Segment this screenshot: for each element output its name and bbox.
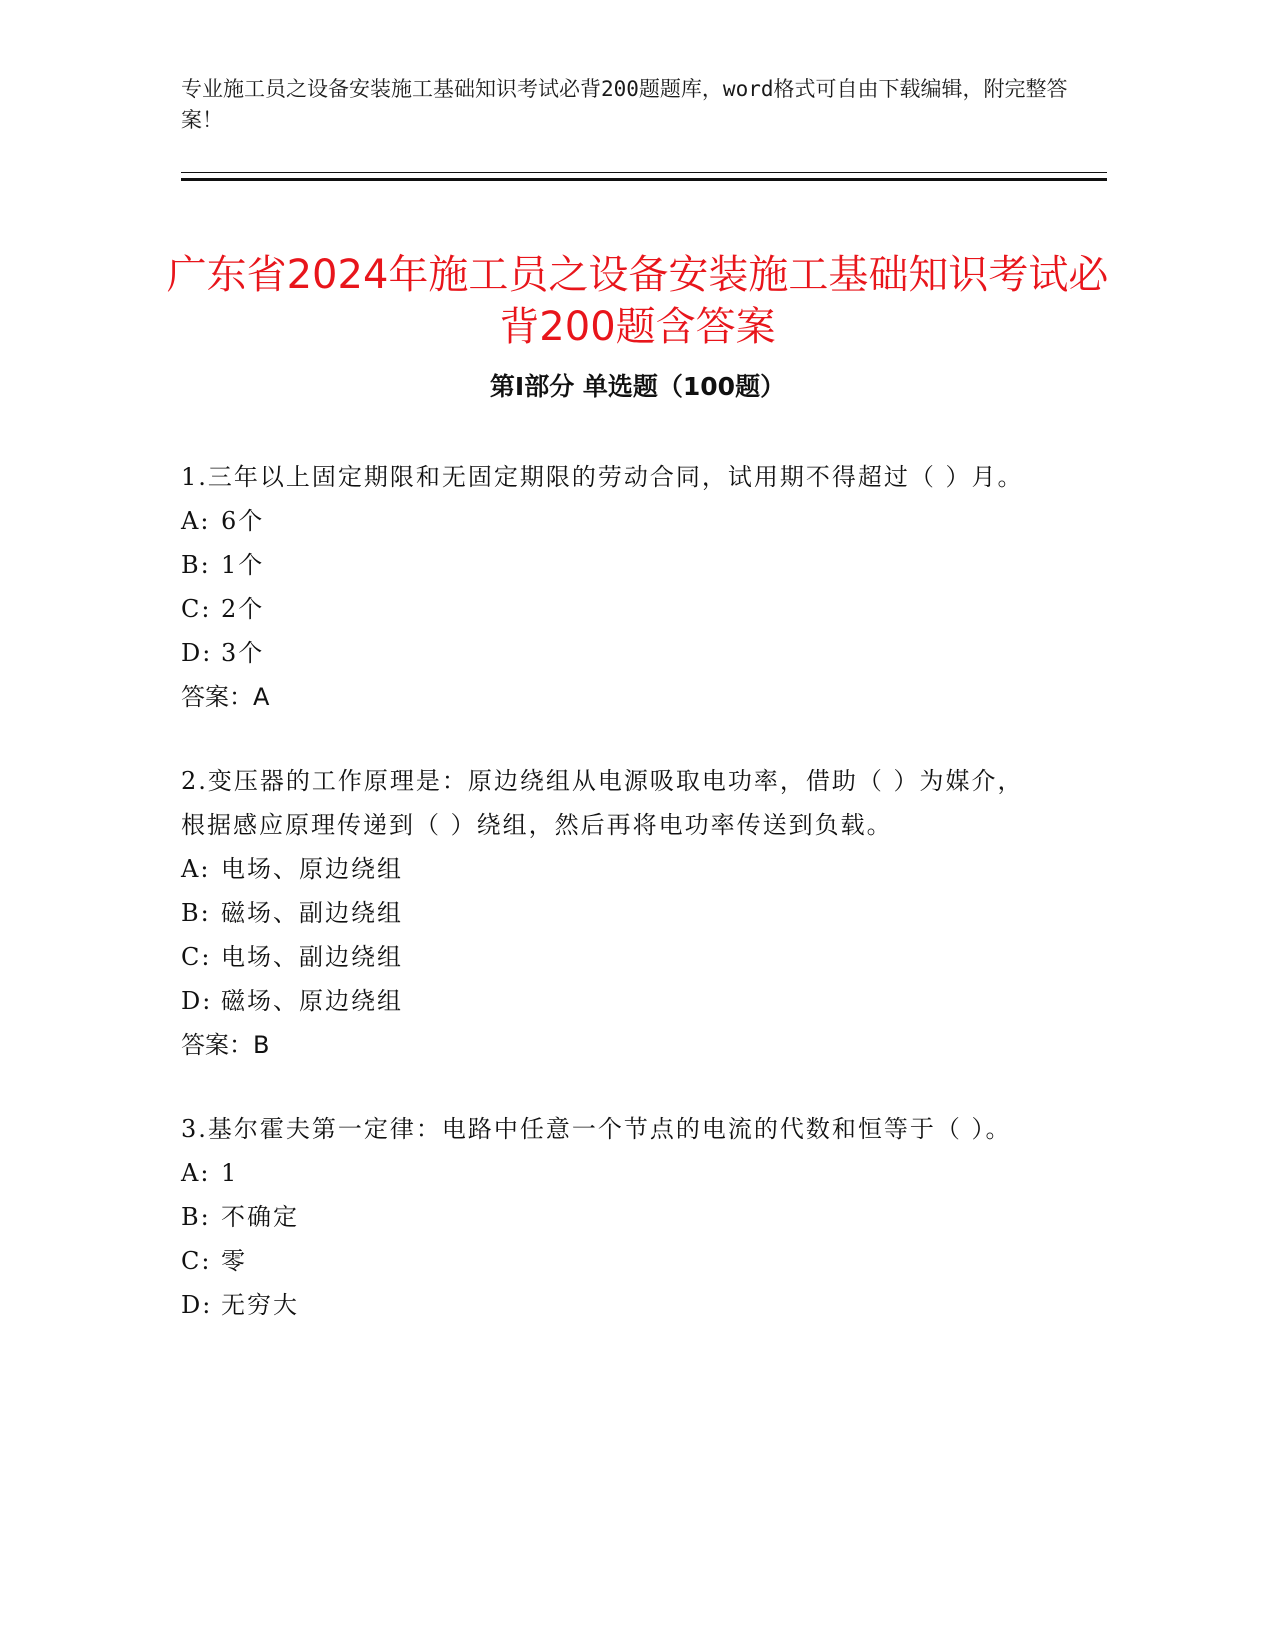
option-b xyxy=(181,891,1041,935)
option-key: C: xyxy=(181,943,212,971)
option-c xyxy=(181,935,1041,979)
question-item xyxy=(181,759,1041,1067)
question-stem: 3.基尔霍夫第一定律：电路中任意一个节点的电流的代数和恒等于（ ）。 xyxy=(181,1115,1012,1143)
option-key: C: xyxy=(181,595,212,623)
option-text: 无穷大 xyxy=(221,1291,299,1319)
option-c xyxy=(181,587,1041,631)
option-a xyxy=(181,1151,1041,1195)
option-d xyxy=(181,631,1041,675)
header-divider-thin xyxy=(181,172,1107,173)
option-d xyxy=(181,979,1041,1023)
option-text: 1 xyxy=(221,1159,239,1187)
option-a xyxy=(181,847,1041,891)
question-stem: 2.变压器的工作原理是：原边绕组从电源吸取电功率，借助（ ）为媒介，根据感应原理传递到（ ）绕组，然后再将电功率传送到负载。 xyxy=(181,767,1024,839)
option-key: D: xyxy=(181,1291,213,1319)
option-key: A: xyxy=(181,855,211,883)
option-text: 2个 xyxy=(221,595,265,623)
option-text: 电场、副边绕组 xyxy=(221,943,403,971)
option-text: 3个 xyxy=(221,639,265,667)
option-text: 电场、原边绕组 xyxy=(221,855,403,883)
section-heading: 第Ⅰ部分 单选题（100题） xyxy=(489,372,786,401)
option-key: B: xyxy=(181,899,211,927)
header-note: 专业施工员之设备安装施工基础知识考试必背200题题库，word格式可自由下载编辑，附完整答案！ xyxy=(181,77,1068,132)
document-title: 广东省2024年施工员之设备安装施工基础知识考试必背200题含答案 xyxy=(166,251,1109,350)
option-text: 1个 xyxy=(221,551,265,579)
option-a xyxy=(181,499,1041,543)
question-item xyxy=(181,1107,1041,1327)
question-stem: 1.三年以上固定期限和无固定期限的劳动合同，试用期不得超过（ ）月。 xyxy=(181,463,1024,491)
question-item xyxy=(181,455,1041,719)
option-c xyxy=(181,1239,1041,1283)
option-key: A: xyxy=(181,507,211,535)
answer-line: 答案：A xyxy=(181,683,270,711)
option-key: B: xyxy=(181,551,211,579)
option-key: B: xyxy=(181,1203,211,1231)
option-text: 磁场、原边绕组 xyxy=(221,987,403,1015)
option-text: 6个 xyxy=(221,507,265,535)
option-b xyxy=(181,543,1041,587)
option-key: A: xyxy=(181,1159,211,1187)
option-key: D: xyxy=(181,639,213,667)
option-text: 磁场、副边绕组 xyxy=(221,899,403,927)
option-text: 零 xyxy=(221,1247,247,1275)
option-key: D: xyxy=(181,987,213,1015)
option-text: 不确定 xyxy=(221,1203,299,1231)
question-list xyxy=(181,455,1041,1367)
option-key: C: xyxy=(181,1247,212,1275)
option-d xyxy=(181,1283,1041,1327)
header-divider-thick xyxy=(181,178,1107,181)
option-b xyxy=(181,1195,1041,1239)
answer-line: 答案：B xyxy=(181,1031,270,1059)
